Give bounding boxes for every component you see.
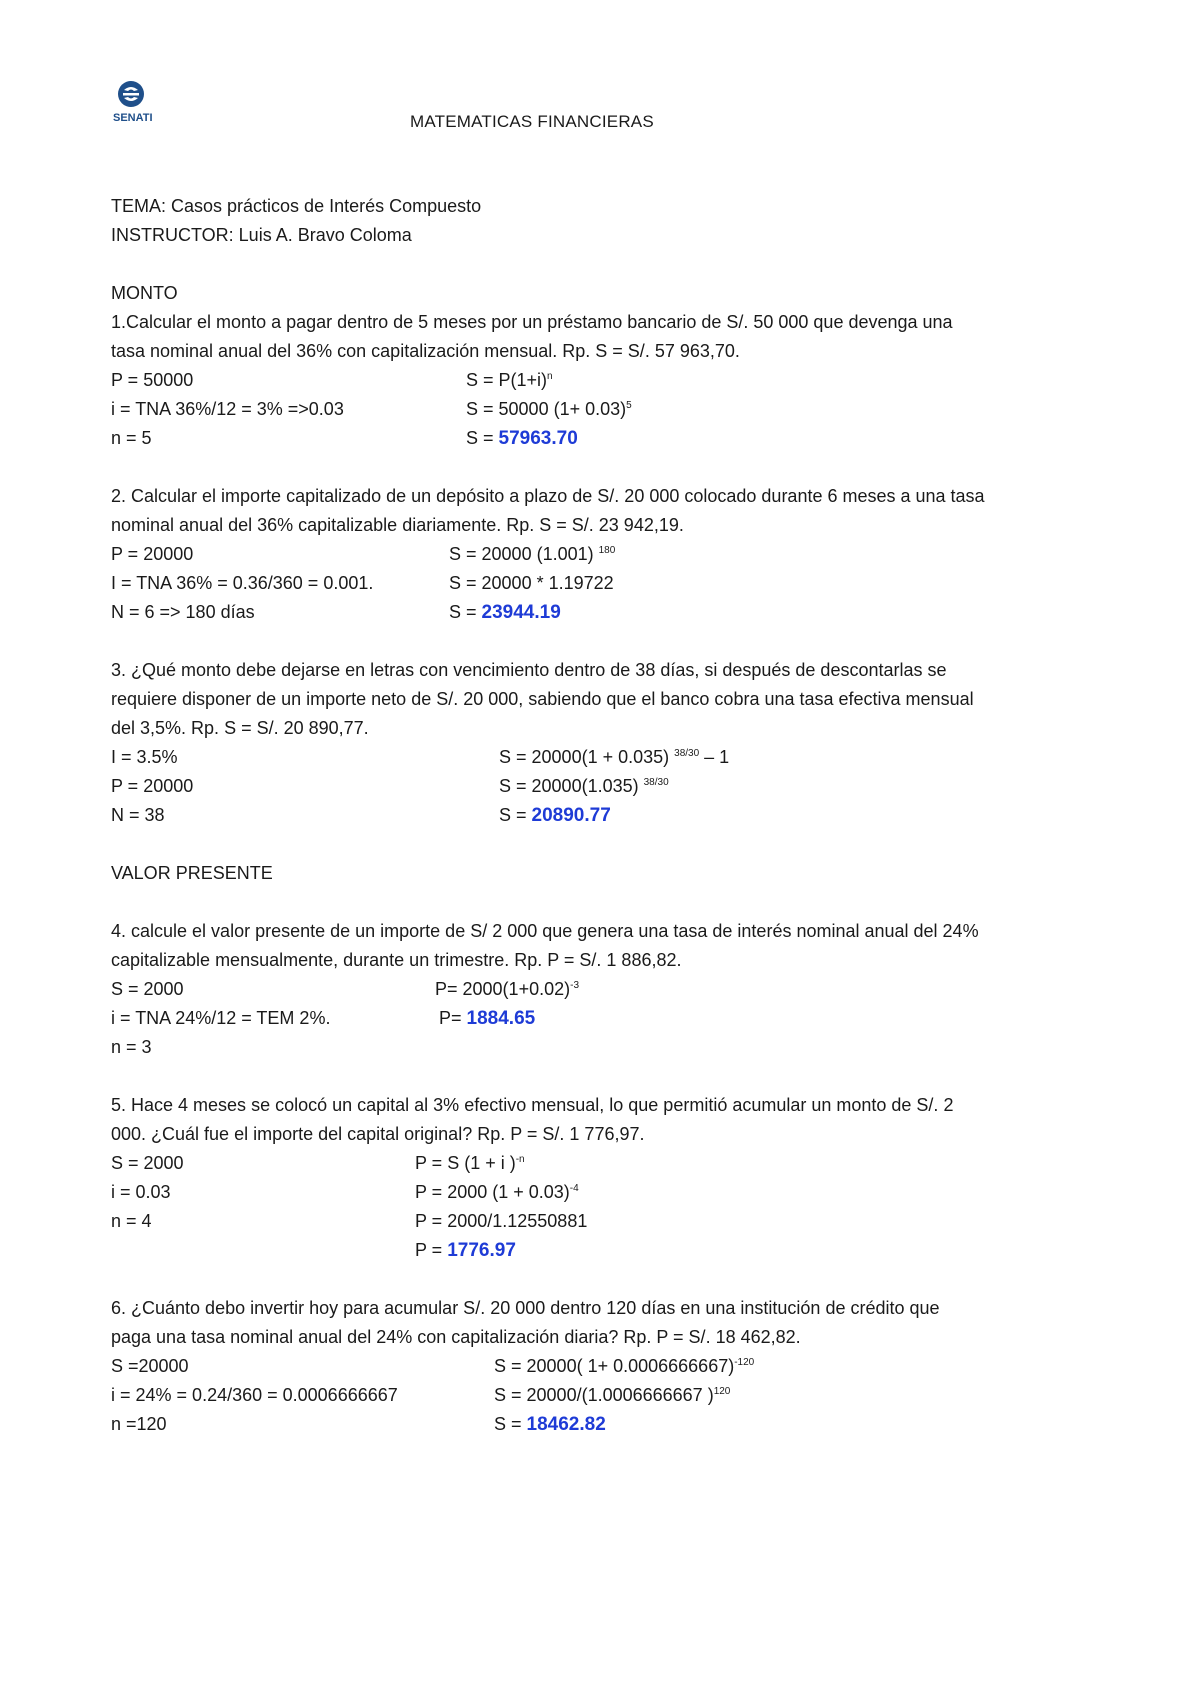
calc-row — [111, 1352, 1111, 1381]
calc-row — [111, 424, 1111, 453]
formula: $P= 2000(1+0.02)^{-3}$ — [435, 979, 580, 999]
given-value: N = 6 => 180 días — [111, 602, 255, 622]
document-title: MATEMATICAS FINANCIERAS — [410, 112, 654, 131]
calc-row — [111, 743, 1111, 772]
calc-row — [111, 366, 1111, 395]
problem-statement: tasa nominal anual del 36% con capitalización mensual. Rp. S = S/. 57 963,70. — [111, 341, 740, 361]
given-value: n = 5 — [111, 428, 152, 448]
given-value: i = 24% = 0.24/360 = 0.0006666667 — [111, 1385, 398, 1405]
calc-row — [111, 1207, 1111, 1236]
problem-6 — [111, 1294, 1111, 1439]
calc-row — [111, 772, 1111, 801]
section-heading-monto: MONTO — [111, 283, 178, 303]
problem-statement: 1.Calcular el monto a pagar dentro de 5 meses por un préstamo bancario de S/. 50 000 que devenga una — [111, 312, 953, 332]
result: P = 1776.97 — [415, 1240, 516, 1261]
calc-row — [111, 1381, 1111, 1410]
calc-row — [111, 1149, 1111, 1178]
given-value: P = 50000 — [111, 370, 194, 390]
problem-statement: requiere disponer de un importe neto de S/. 20 000, sabiendo que el banco cobra una tasa efectiva mensual — [111, 689, 974, 709]
formula: $S = P(1+i)^n$ — [466, 370, 553, 390]
problem-3 — [111, 656, 1111, 830]
formula: S = 50000 $(1+ 0.03)^5$ — [466, 399, 632, 419]
formula: S = 20000(1.035) $^{38/30}$ — [499, 776, 669, 796]
given-value: S = 2000 — [111, 1153, 184, 1173]
calc-row — [111, 1004, 1111, 1033]
given-value: P = 20000 — [111, 776, 194, 796]
given-value: N = 38 — [111, 805, 165, 825]
answer-value: 1884.65 — [466, 1008, 536, 1029]
problem-statement: 6. ¿Cuánto debo invertir hoy para acumular S/. 20 000 dentro 120 días en una institución de crédito que — [111, 1298, 940, 1318]
problem-5 — [111, 1091, 1111, 1265]
problem-statement: 2. Calcular el importe capitalizado de un depósito a plazo de S/. 20 000 colocado durante 6 meses a una tasa — [111, 486, 985, 506]
calc-row — [111, 569, 1111, 598]
problem-statement: 4. calcule el valor presente de un importe de S/ 2 000 que genera una tasa de interés nominal anual del 24% — [111, 921, 979, 941]
senati-logo — [112, 76, 172, 126]
given-value: i = 0.03 — [111, 1182, 171, 1202]
calc-row — [111, 801, 1111, 830]
calc-row — [111, 1236, 1111, 1265]
given-value: n = 3 — [111, 1037, 152, 1057]
result: S = 23944.19 — [449, 602, 561, 623]
given-value: n = 4 — [111, 1211, 152, 1231]
calc-row — [111, 1033, 1111, 1062]
problem-statement: capitalizable mensualmente, durante un trimestre. Rp. P = S/. 1 886,82. — [111, 950, 682, 970]
problem-statement: nominal anual del 36% capitalizable diariamente. Rp. S = S/. 23 942,19. — [111, 515, 684, 535]
formula: P = S (1 + i )$^{-n}$ — [415, 1153, 525, 1173]
section-heading-valor-presente: VALOR PRESENTE — [111, 863, 273, 883]
calc-row — [111, 1410, 1111, 1439]
formula: S = 20000(1 + 0.035) $^{38/30}$ – 1 — [499, 747, 730, 767]
calc-row — [111, 975, 1111, 1004]
document-body — [111, 192, 1111, 1439]
answer-value: 57963.70 — [498, 428, 578, 449]
answer-value: 1776.97 — [447, 1240, 516, 1261]
given-value: S = 2000 — [111, 979, 184, 999]
problem-statement: del 3,5%. Rp. S = S/. 20 890,77. — [111, 718, 369, 738]
problem-4 — [111, 917, 1111, 1062]
problem-statement: paga una tasa nominal anual del 24% con capitalización diaria? Rp. P = S/. 18 462,82. — [111, 1327, 801, 1347]
result: S = 57963.70 — [466, 428, 578, 449]
calc-row — [111, 395, 1111, 424]
calc-row — [111, 598, 1111, 627]
result: S = 18462.82 — [494, 1414, 606, 1435]
calc-row — [111, 1178, 1111, 1207]
formula: P = 2000 $(1 + 0.03)^{-4}$ — [415, 1182, 579, 1202]
given-value: i = TNA 36%/12 = 3% =>0.03 — [111, 399, 344, 419]
problem-2 — [111, 482, 1111, 627]
formula: S = 20000 * 1.19722 — [449, 573, 614, 593]
answer-value: 18462.82 — [526, 1414, 606, 1435]
given-value: P = 20000 — [111, 544, 194, 564]
calc-row — [111, 540, 1111, 569]
instructor-line: INSTRUCTOR: Luis A. Bravo Coloma — [111, 225, 412, 245]
result: S = 20890.77 — [499, 805, 611, 826]
formula: S = 20000( 1+ 0.0006666667)$^{-120}$ — [494, 1356, 755, 1376]
formula: S = 20000 (1.001) $^{180}$ — [449, 544, 616, 564]
result: P= 1884.65 — [439, 1008, 536, 1029]
formula: P = 2000/1.12550881 — [415, 1211, 588, 1231]
problem-statement: 000. ¿Cuál fue el importe del capital original? Rp. P = S/. 1 776,97. — [111, 1124, 645, 1144]
topic-line: TEMA: Casos prácticos de Interés Compuesto — [111, 196, 482, 216]
given-value: I = TNA 36% = 0.36/360 = 0.001. — [111, 573, 374, 593]
given-value: i = TNA 24%/12 = TEM 2%. — [111, 1008, 331, 1028]
given-value: n =120 — [111, 1414, 167, 1434]
answer-value: 23944.19 — [481, 602, 561, 623]
svg-text:SENATI: SENATI — [113, 112, 153, 124]
problem-statement: 5. Hace 4 meses se colocó un capital al 3% efectivo mensual, lo que permitió acumular un monto de S/. 2 — [111, 1095, 954, 1115]
answer-value: 20890.77 — [531, 805, 611, 826]
given-value: I = 3.5% — [111, 747, 178, 767]
problem-statement: 3. ¿Qué monto debe dejarse en letras con vencimiento dentro de 38 días, si después de descontarlas se — [111, 660, 947, 680]
given-value: S =20000 — [111, 1356, 189, 1376]
problem-1 — [111, 308, 1111, 453]
formula: S = 20000/(1.0006666667 )$^{120}$ — [494, 1385, 731, 1405]
